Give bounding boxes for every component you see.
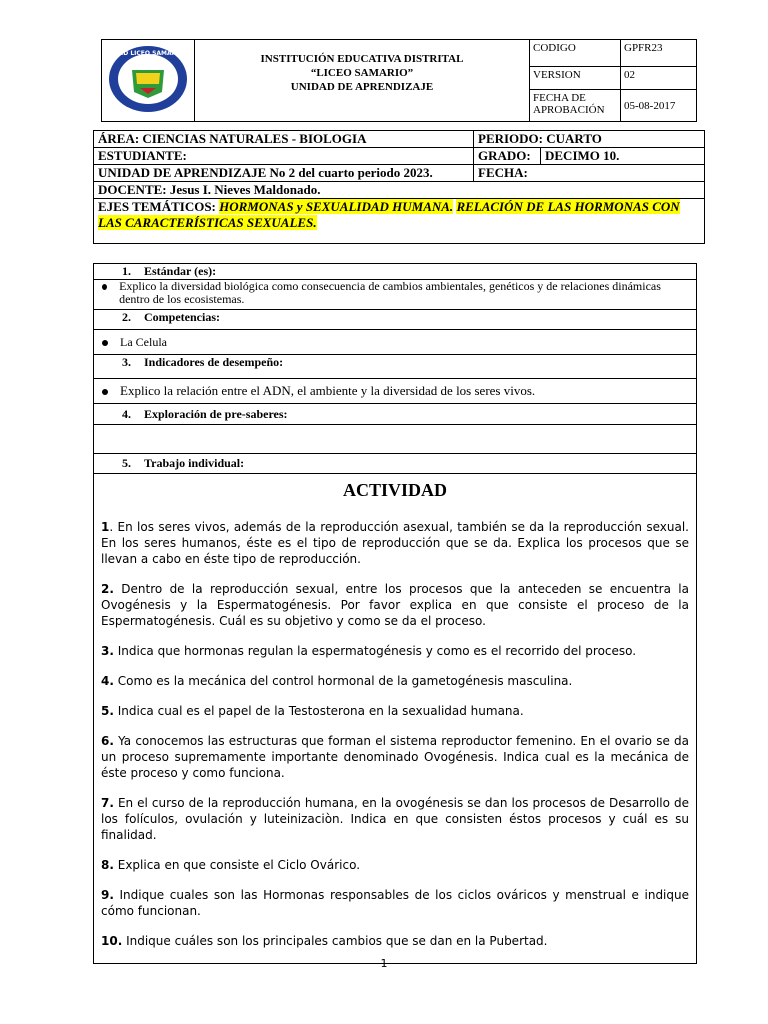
area-cell: ÁREA: CIENCIAS NATURALES - BIOLOGIA bbox=[94, 131, 474, 148]
title-cell bbox=[195, 40, 530, 122]
version-label: VERSION bbox=[530, 66, 621, 89]
question-text: Indique cuáles son los principales cambios que se dan en la Pubertad. bbox=[122, 934, 548, 948]
question-number: 10. bbox=[101, 934, 123, 948]
question-item bbox=[101, 581, 689, 629]
question-text: Explica en que consiste el Ciclo Ovárico. bbox=[113, 858, 361, 872]
section-number: 3. bbox=[122, 355, 131, 369]
question-number: 9. bbox=[101, 888, 114, 902]
section-competencias-body bbox=[94, 330, 697, 355]
question-item bbox=[101, 673, 689, 689]
page-number: 1 bbox=[380, 957, 388, 970]
question-number: 7. bbox=[101, 796, 114, 810]
section-number: 4. bbox=[122, 406, 131, 421]
section-exploracion-header bbox=[94, 404, 697, 425]
question-text: Indica que hormonas regulan la espermatogénesis y como es el recorrido del proceso. bbox=[113, 644, 637, 658]
indicadores-text: Explico la relación entre el ADN, el ambiente y la diversidad de los seres vivos. bbox=[120, 383, 536, 398]
estandar-text: Explico la diversidad biológica como consecuencia de cambios ambientales, genéticos y de relaciones dinámicas dentro de los ecosistemas. bbox=[119, 279, 661, 306]
activity-cell bbox=[94, 474, 697, 964]
section-number: 1. bbox=[122, 264, 131, 278]
question-item bbox=[101, 933, 689, 949]
question-number: 6. bbox=[101, 734, 114, 748]
bullet-icon bbox=[102, 389, 108, 395]
section-number: 5. bbox=[122, 456, 131, 470]
section-title: Competencias: bbox=[144, 310, 220, 324]
question-number: 3. bbox=[101, 644, 114, 658]
fecha-cell: FECHA: bbox=[474, 165, 705, 182]
question-text: En el curso de la reproducción humana, en la ovogénesis se dan los procesos de Desarrollo de los folículos, ovulación y luteinizaciòn. Indica en que consisten éstos procesos y cuál es su finalidad. bbox=[101, 796, 689, 842]
competencias-text: La Celula bbox=[120, 334, 167, 349]
question-number: 2. bbox=[101, 582, 114, 596]
question-text: Indica cual es el papel de la Testosterona en la sexualidad humana. bbox=[113, 704, 524, 718]
question-item bbox=[101, 795, 689, 843]
ejes-topic-1: HORMONAS y SEXUALIDAD HUMANA. bbox=[219, 199, 454, 214]
grado-value: DECIMO 10. bbox=[541, 148, 705, 165]
fecha-label-line2: APROBACIÓN bbox=[533, 104, 605, 117]
question-text: Dentro de la reproducción sexual, entre los procesos que la anteceden se encuentra la Ovogénesis y la Espermatogénesis. Por favor explica en que consiste el proceso de la Espermatogénesis. Cuál es su objetivo y como se da el proceso. bbox=[101, 582, 689, 628]
question-text: Ya conocemos las estructuras que forman el sistema reproductor femenino. En el ovario se da un proceso supremamente importante denominado Ovogénesis. Indica cual es la mecánica de éste proceso y como funciona. bbox=[101, 734, 689, 780]
question-number: 1 bbox=[101, 520, 110, 534]
question-text: Como es la mecánica del control hormonal de la gametogénesis masculina. bbox=[113, 674, 573, 688]
logo-cell bbox=[102, 40, 195, 122]
docente-cell: DOCENTE: Jesus I. Nieves Maldonado. bbox=[94, 182, 705, 199]
question-number: 8. bbox=[101, 858, 114, 872]
fecha-label-line1: FECHA DE bbox=[533, 92, 586, 105]
institution-title: INSTITUCIÓN EDUCATIVA DISTRITAL bbox=[260, 53, 464, 65]
ejes-topic-2: RELACIÓN DE LAS HORMONAS CON LAS CARACTERÍSTICAS SEXUALES. bbox=[98, 199, 680, 230]
question-number: 5. bbox=[101, 704, 114, 718]
header-table bbox=[101, 39, 697, 122]
question-item bbox=[101, 703, 689, 719]
question-text: . En los seres vivos, además de la reproducción asexual, también se da la reproducción sexual. En los seres humanos, éste es el tipo de reproducción que se da. Explica los procesos que se llevan a cabo en éste tipo de reproducción. bbox=[101, 520, 689, 566]
question-item bbox=[101, 733, 689, 781]
question-item bbox=[101, 887, 689, 919]
question-item bbox=[101, 857, 689, 873]
activity-title: ACTIVIDAD bbox=[342, 480, 447, 500]
section-competencias-header bbox=[94, 310, 697, 330]
fecha-aprobacion-label bbox=[530, 90, 621, 122]
section-estandar-body bbox=[94, 280, 697, 310]
estudiante-cell: ESTUDIANTE: bbox=[94, 148, 474, 165]
info-table bbox=[93, 130, 705, 244]
grado-label: GRADO: bbox=[474, 148, 541, 165]
question-list bbox=[101, 519, 689, 949]
section-number: 2. bbox=[122, 310, 131, 324]
ejes-label: EJES TEMÁTICOS: bbox=[98, 199, 216, 214]
codigo-value: GPFR23 bbox=[621, 40, 697, 67]
bullet-icon bbox=[102, 340, 108, 346]
version-value: 02 bbox=[621, 66, 697, 89]
periodo-cell: PERIODO: CUARTO bbox=[474, 131, 705, 148]
question-number: 4. bbox=[101, 674, 114, 688]
section-title: Trabajo individual: bbox=[144, 456, 245, 470]
section-estandar-header bbox=[94, 264, 697, 280]
section-trabajo-header bbox=[94, 454, 697, 474]
question-item bbox=[101, 643, 689, 659]
section-indicadores-body bbox=[94, 379, 697, 404]
section-title: Indicadores de desempeño: bbox=[144, 355, 284, 369]
school-logo bbox=[102, 40, 194, 118]
question-item bbox=[101, 519, 689, 567]
bullet-icon bbox=[102, 284, 107, 290]
fecha-aprobacion-value: 05-08-2017 bbox=[621, 90, 697, 122]
question-text: Indique cuales son las Hormonas responsables de los ciclos ováricos y menstrual e indique cómo funcionan. bbox=[101, 888, 689, 918]
section-exploracion-body bbox=[94, 425, 697, 454]
codigo-label: CODIGO bbox=[530, 40, 621, 67]
section-indicadores-header bbox=[94, 355, 697, 379]
section-title: Exploración de pre-saberes: bbox=[144, 406, 288, 421]
logo-text: I.E.D LICEO SAMARIO bbox=[112, 50, 184, 57]
main-table bbox=[93, 263, 697, 964]
section-title: Estándar (es): bbox=[144, 264, 217, 278]
unit-title: UNIDAD DE APRENDIZAJE bbox=[290, 81, 434, 93]
school-name: “LICEO SAMARIO” bbox=[310, 67, 414, 79]
unidad-cell: UNIDAD DE APRENDIZAJE No 2 del cuarto periodo 2023. bbox=[94, 165, 474, 182]
ejes-cell bbox=[94, 199, 705, 244]
